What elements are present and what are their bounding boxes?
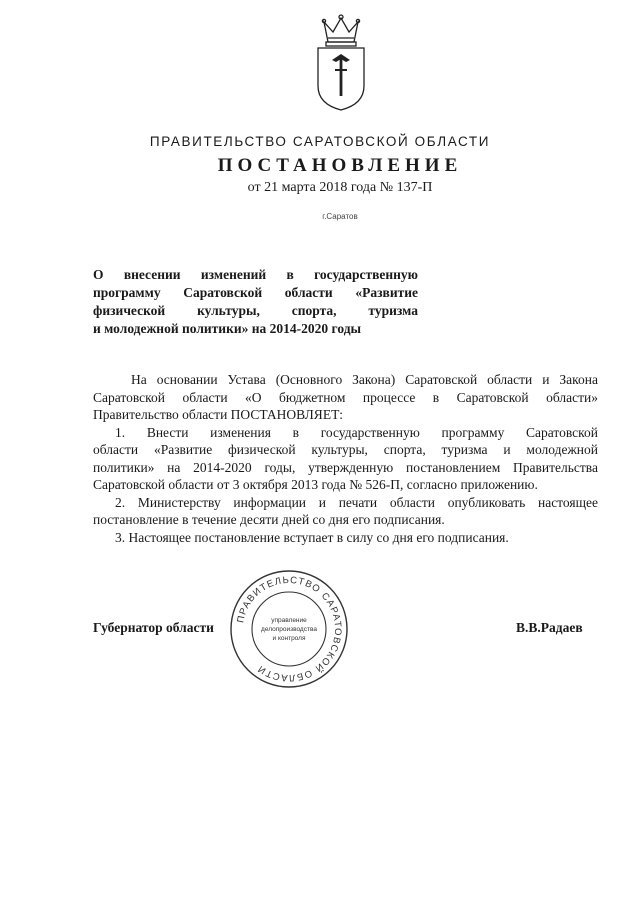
stamp-center-line: и контроля <box>272 635 306 642</box>
signatory-title: Губернатор области <box>93 620 214 635</box>
body-line: политики» на 2014-2020 годы, утвержденную постановлением Правительства <box>93 459 598 475</box>
stamp-ring-text: ПРАВИТЕЛЬСТВО САРАТОВСКОЙ ОБЛАСТИ <box>235 574 344 684</box>
subject-line: О внесении изменений в государственную <box>93 267 418 282</box>
document-type: ПОСТАНОВЛЕНИЕ <box>217 155 463 176</box>
saratov-coat-of-arms-icon <box>310 14 372 112</box>
document-body <box>93 371 598 546</box>
document-date-number: от 21 марта 2018 года № 137-П <box>247 180 433 195</box>
stamp-center-line: управление <box>271 617 307 624</box>
body-line: Саратовской области от 3 октября 2013 года № 526-П, согласно приложению. <box>93 477 538 492</box>
document-subject <box>93 266 418 338</box>
body-line: 3. Настоящее постановление вступает в силу со дня его подписания. <box>115 529 509 545</box>
body-line: Правительство области ПОСТАНОВЛЯЕТ: <box>93 407 344 422</box>
signatory-name: В.В.Радаев <box>516 620 583 635</box>
body-line: 2. Министерству информации и печати области опубликовать настоящее <box>115 494 598 510</box>
subject-line: программу Саратовской области «Развитие <box>93 285 418 300</box>
document-city: г.Саратов <box>322 212 358 221</box>
body-line: 1. Внести изменения в государственную программу Саратовской <box>115 424 598 440</box>
body-line: Саратовской области «О бюджетном процессе в Саратовской области» <box>93 389 598 405</box>
subject-line: и молодежной политики» на 2014-2020 годы <box>93 321 362 336</box>
body-line: На основании Устава (Основного Закона) Саратовской области и Закона <box>131 372 598 387</box>
body-line: постановление в течение десяти дней со дня его подписания. <box>93 512 445 527</box>
subject-line: физической культуры, спорта, туризма <box>93 303 418 318</box>
organization-name: ПРАВИТЕЛЬСТВО САРАТОВСКОЙ ОБЛАСТИ <box>149 134 491 149</box>
official-stamp-icon <box>228 568 350 690</box>
stamp-center-line: делопроизводства <box>261 626 317 633</box>
body-line: области «Развитие физической культуры, спорта, туризма и молодежной <box>93 442 598 457</box>
